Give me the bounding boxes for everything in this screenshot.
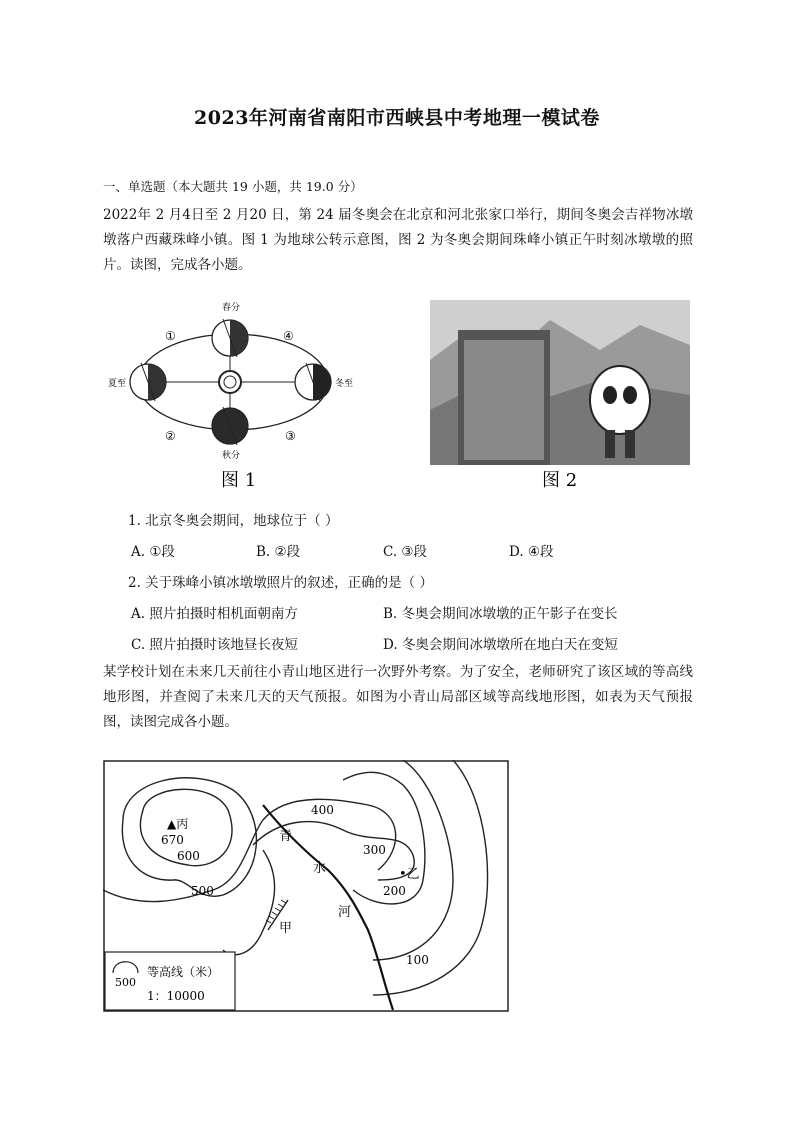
segment-2: ② bbox=[165, 429, 176, 443]
figure-1-caption: 图 1 bbox=[221, 470, 257, 491]
label-summer: 夏至 bbox=[108, 379, 127, 389]
earth-summer bbox=[130, 363, 166, 401]
contour-400: 400 bbox=[311, 803, 334, 817]
page-title: 2023年河南省南阳市西峡县中考地理一模试卷 bbox=[194, 107, 600, 129]
legend-title: 等高线（米） bbox=[147, 965, 220, 979]
segment-1: ① bbox=[165, 329, 176, 343]
question-2-stem: 2. 关于珠峰小镇冰墩墩照片的叙述，正确的是（ ） bbox=[128, 575, 433, 591]
earth-winter bbox=[295, 363, 331, 401]
map-scale: 1：10000 bbox=[147, 989, 205, 1003]
question-1-stem: 1. 北京冬奥会期间，地球位于（ ） bbox=[128, 513, 339, 529]
contour-300: 300 bbox=[363, 843, 386, 857]
intro-paragraph-1: 2022年 2 月4日至 2 月20 日，第 24 届冬奥会在北京和河北张家口举行，期间冬奥会吉祥物冰墩墩落户西藏珠峰小镇。图 1 为地球公转示意图，图 2 为冬奥会期间珠峰小镇正午时刻冰墩墩的照片。读图，完成各小题。 bbox=[103, 207, 693, 273]
point-jia: 甲 bbox=[279, 921, 293, 936]
segment-4: ④ bbox=[283, 329, 294, 343]
contour-map bbox=[103, 760, 509, 1012]
peak-label: ▲丙 bbox=[167, 817, 189, 831]
figure-1-earth-orbit bbox=[103, 300, 373, 495]
section-heading: 一、单选题（本大题共 19 小题，共 19.0 分） bbox=[103, 179, 363, 194]
q1-option-c: C. ③段 bbox=[383, 544, 428, 560]
figure-2-photo bbox=[430, 300, 690, 495]
label-winter: 冬至 bbox=[335, 379, 354, 389]
river-char-3: 河 bbox=[338, 905, 352, 920]
peak-elevation: 670 bbox=[161, 833, 184, 847]
segment-3: ③ bbox=[285, 429, 296, 443]
earth-autumn bbox=[212, 407, 248, 445]
label-autumn: 秋分 bbox=[222, 451, 241, 461]
contour-100: 100 bbox=[406, 953, 429, 967]
q2-option-b: B. 冬奥会期间冰墩墩的正午影子在变长 bbox=[383, 606, 618, 622]
legend-contour-value: 500 bbox=[115, 976, 136, 989]
q1-option-a: A. ①段 bbox=[131, 544, 175, 560]
contour-200: 200 bbox=[383, 884, 406, 898]
q2-option-d: D. 冬奥会期间冰墩墩所在地白天在变短 bbox=[383, 637, 618, 653]
contour-500: 500 bbox=[191, 884, 214, 898]
q1-option-d: D. ④段 bbox=[509, 544, 554, 560]
river-char-1: 青 bbox=[279, 829, 293, 844]
q2-option-a: A. 照片拍摄时相机面朝南方 bbox=[131, 606, 298, 622]
contour-600: 600 bbox=[177, 849, 200, 863]
q2-option-c: C. 照片拍摄时该地昼长夜短 bbox=[131, 637, 298, 653]
figure-2-caption: 图 2 bbox=[542, 470, 578, 491]
q1-option-b: B. ②段 bbox=[256, 544, 301, 560]
intro-paragraph-2: 某学校计划在未来几天前往小青山地区进行一次野外考察。为了安全，老师研究了该区域的等高线地形图，并查阅了未来几天的天气预报。如图为小青山局部区域等高线地形图，如表为天气预报图，读图完成各小题。 bbox=[103, 664, 693, 730]
earth-spring bbox=[212, 319, 248, 357]
point-yi: •乙 bbox=[399, 867, 420, 882]
river-char-2: 水 bbox=[313, 861, 327, 876]
label-spring: 春分 bbox=[222, 303, 241, 313]
